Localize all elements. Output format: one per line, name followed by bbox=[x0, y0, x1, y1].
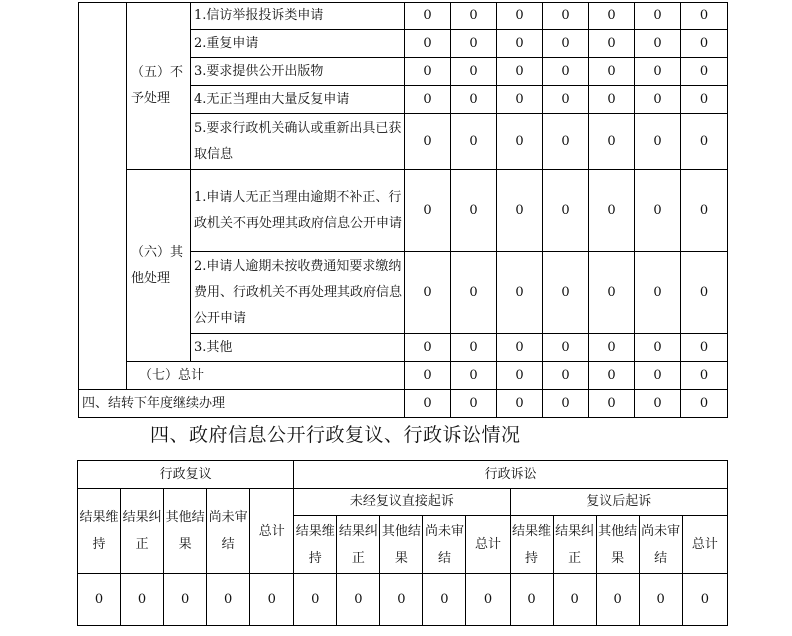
value-cell: 0 bbox=[681, 170, 728, 252]
direct-col-header: 尚未审结 bbox=[423, 516, 466, 574]
header-row bbox=[78, 461, 728, 489]
value-cell: 0 bbox=[405, 334, 451, 362]
group-label-not-processed: （五）不予处理 bbox=[127, 3, 191, 170]
value-cell: 0 bbox=[451, 86, 497, 114]
value-cell: 0 bbox=[681, 114, 728, 170]
value-cell: 0 bbox=[635, 58, 681, 86]
after-review-col-header: 总计 bbox=[682, 516, 727, 574]
direct-col-header: 结果纠正 bbox=[337, 516, 380, 574]
value-cell: 0 bbox=[681, 334, 728, 362]
value-cell: 0 bbox=[543, 252, 589, 334]
row-label: 3.要求提供公开出版物 bbox=[191, 58, 405, 86]
value-cell: 0 bbox=[121, 574, 164, 626]
value-cell: 0 bbox=[589, 252, 635, 334]
total-row bbox=[79, 362, 728, 390]
value-cell: 0 bbox=[543, 114, 589, 170]
value-cell: 0 bbox=[207, 574, 250, 626]
value-cell: 0 bbox=[405, 114, 451, 170]
review-col-header: 总计 bbox=[250, 489, 294, 574]
table-row bbox=[79, 3, 728, 30]
review-col-header: 尚未审结 bbox=[207, 489, 250, 574]
total-value-cell: 0 bbox=[589, 362, 635, 390]
after-review-header: 复议后起诉 bbox=[510, 489, 727, 516]
value-cell: 0 bbox=[543, 30, 589, 58]
carryover-row bbox=[79, 390, 728, 418]
direct-col-header: 总计 bbox=[466, 516, 510, 574]
litigation-header: 行政诉讼 bbox=[294, 461, 728, 489]
direct-col-header: 结果维持 bbox=[294, 516, 337, 574]
disposal-table-body bbox=[79, 3, 728, 418]
disposal-table bbox=[78, 2, 728, 418]
value-cell: 0 bbox=[451, 30, 497, 58]
total-value-cell: 0 bbox=[543, 362, 589, 390]
value-cell: 0 bbox=[681, 252, 728, 334]
value-cell: 0 bbox=[635, 252, 681, 334]
section-title: 四、政府信息公开行政复议、行政诉讼情况 bbox=[150, 424, 521, 446]
value-cell: 0 bbox=[466, 574, 510, 626]
carryover-label: 四、结转下年度继续办理 bbox=[79, 390, 405, 418]
total-value-cell: 0 bbox=[635, 362, 681, 390]
value-cell: 0 bbox=[405, 170, 451, 252]
value-cell: 0 bbox=[681, 3, 728, 30]
review-header: 行政复议 bbox=[78, 461, 294, 489]
value-cell: 0 bbox=[451, 252, 497, 334]
value-cell: 0 bbox=[405, 3, 451, 30]
value-cell: 0 bbox=[497, 30, 543, 58]
review-litigation-table-body bbox=[78, 461, 728, 626]
value-cell: 0 bbox=[451, 3, 497, 30]
value-cell: 0 bbox=[681, 30, 728, 58]
value-cell: 0 bbox=[589, 58, 635, 86]
value-cell: 0 bbox=[589, 114, 635, 170]
row-label: 1.信访举报投诉类申请 bbox=[191, 3, 405, 30]
table-row bbox=[79, 170, 728, 252]
value-cell: 0 bbox=[423, 574, 466, 626]
group-label-other-processing: （六）其他处理 bbox=[127, 170, 191, 362]
value-cell: 0 bbox=[380, 574, 423, 626]
total-value-cell: 0 bbox=[405, 362, 451, 390]
value-cell: 0 bbox=[635, 86, 681, 114]
value-cell: 0 bbox=[451, 58, 497, 86]
value-cell: 0 bbox=[497, 114, 543, 170]
carryover-value-cell: 0 bbox=[451, 390, 497, 418]
value-cell: 0 bbox=[250, 574, 294, 626]
value-cell: 0 bbox=[497, 170, 543, 252]
value-cell: 0 bbox=[294, 574, 337, 626]
value-cell: 0 bbox=[543, 170, 589, 252]
review-col-header: 其他结果 bbox=[164, 489, 207, 574]
value-cell: 0 bbox=[497, 252, 543, 334]
after-review-col-header: 尚未审结 bbox=[639, 516, 682, 574]
value-cell: 0 bbox=[405, 252, 451, 334]
value-cell: 0 bbox=[635, 114, 681, 170]
value-cell: 0 bbox=[497, 58, 543, 86]
value-cell: 0 bbox=[510, 574, 553, 626]
row-label: 1.申请人无正当理由逾期不补正、行政机关不再处理其政府信息公开申请 bbox=[191, 170, 405, 252]
review-col-header: 结果纠正 bbox=[121, 489, 164, 574]
value-cell: 0 bbox=[639, 574, 682, 626]
direct-col-header: 其他结果 bbox=[380, 516, 423, 574]
value-cell: 0 bbox=[589, 3, 635, 30]
value-cell: 0 bbox=[635, 334, 681, 362]
value-cell: 0 bbox=[451, 114, 497, 170]
group-label-total: （七）总计 bbox=[127, 362, 405, 390]
value-cell: 0 bbox=[553, 574, 596, 626]
carryover-value-cell: 0 bbox=[635, 390, 681, 418]
value-cell: 0 bbox=[164, 574, 207, 626]
direct-litigation-header: 未经复议直接起诉 bbox=[294, 489, 510, 516]
outer-blank-cell bbox=[79, 3, 127, 390]
review-col-header: 结果维持 bbox=[78, 489, 121, 574]
value-cell: 0 bbox=[589, 170, 635, 252]
value-cell: 0 bbox=[635, 3, 681, 30]
value-cell: 0 bbox=[497, 86, 543, 114]
value-cell: 0 bbox=[451, 170, 497, 252]
value-cell: 0 bbox=[589, 30, 635, 58]
value-cell: 0 bbox=[681, 58, 728, 86]
row-label: 4.无正当理由大量反复申请 bbox=[191, 86, 405, 114]
value-cell: 0 bbox=[543, 3, 589, 30]
value-cell: 0 bbox=[543, 86, 589, 114]
carryover-value-cell: 0 bbox=[681, 390, 728, 418]
value-cell: 0 bbox=[78, 574, 121, 626]
value-cell: 0 bbox=[635, 30, 681, 58]
total-value-cell: 0 bbox=[451, 362, 497, 390]
value-cell: 0 bbox=[682, 574, 727, 626]
row-label: 5.要求行政机关确认或重新出具已获取信息 bbox=[191, 114, 405, 170]
value-cell: 0 bbox=[596, 574, 639, 626]
total-value-cell: 0 bbox=[497, 362, 543, 390]
value-cell: 0 bbox=[589, 86, 635, 114]
carryover-value-cell: 0 bbox=[589, 390, 635, 418]
value-cell: 0 bbox=[635, 170, 681, 252]
value-cell: 0 bbox=[497, 3, 543, 30]
value-cell: 0 bbox=[405, 58, 451, 86]
carryover-value-cell: 0 bbox=[497, 390, 543, 418]
value-row bbox=[78, 574, 728, 626]
value-cell: 0 bbox=[405, 30, 451, 58]
value-cell: 0 bbox=[543, 334, 589, 362]
row-label: 2.重复申请 bbox=[191, 30, 405, 58]
value-cell: 0 bbox=[451, 334, 497, 362]
after-review-col-header: 结果维持 bbox=[510, 516, 553, 574]
subheader-row bbox=[78, 489, 728, 516]
after-review-col-header: 其他结果 bbox=[596, 516, 639, 574]
review-litigation-table bbox=[77, 460, 728, 626]
value-cell: 0 bbox=[497, 334, 543, 362]
after-review-col-header: 结果纠正 bbox=[553, 516, 596, 574]
value-cell: 0 bbox=[337, 574, 380, 626]
value-cell: 0 bbox=[543, 58, 589, 86]
total-value-cell: 0 bbox=[681, 362, 728, 390]
row-label: 3.其他 bbox=[191, 334, 405, 362]
row-label: 2.申请人逾期未按收费通知要求缴纳费用、行政机关不再处理其政府信息公开申请 bbox=[191, 252, 405, 334]
value-cell: 0 bbox=[405, 86, 451, 114]
value-cell: 0 bbox=[681, 86, 728, 114]
carryover-value-cell: 0 bbox=[543, 390, 589, 418]
value-cell: 0 bbox=[589, 334, 635, 362]
carryover-value-cell: 0 bbox=[405, 390, 451, 418]
